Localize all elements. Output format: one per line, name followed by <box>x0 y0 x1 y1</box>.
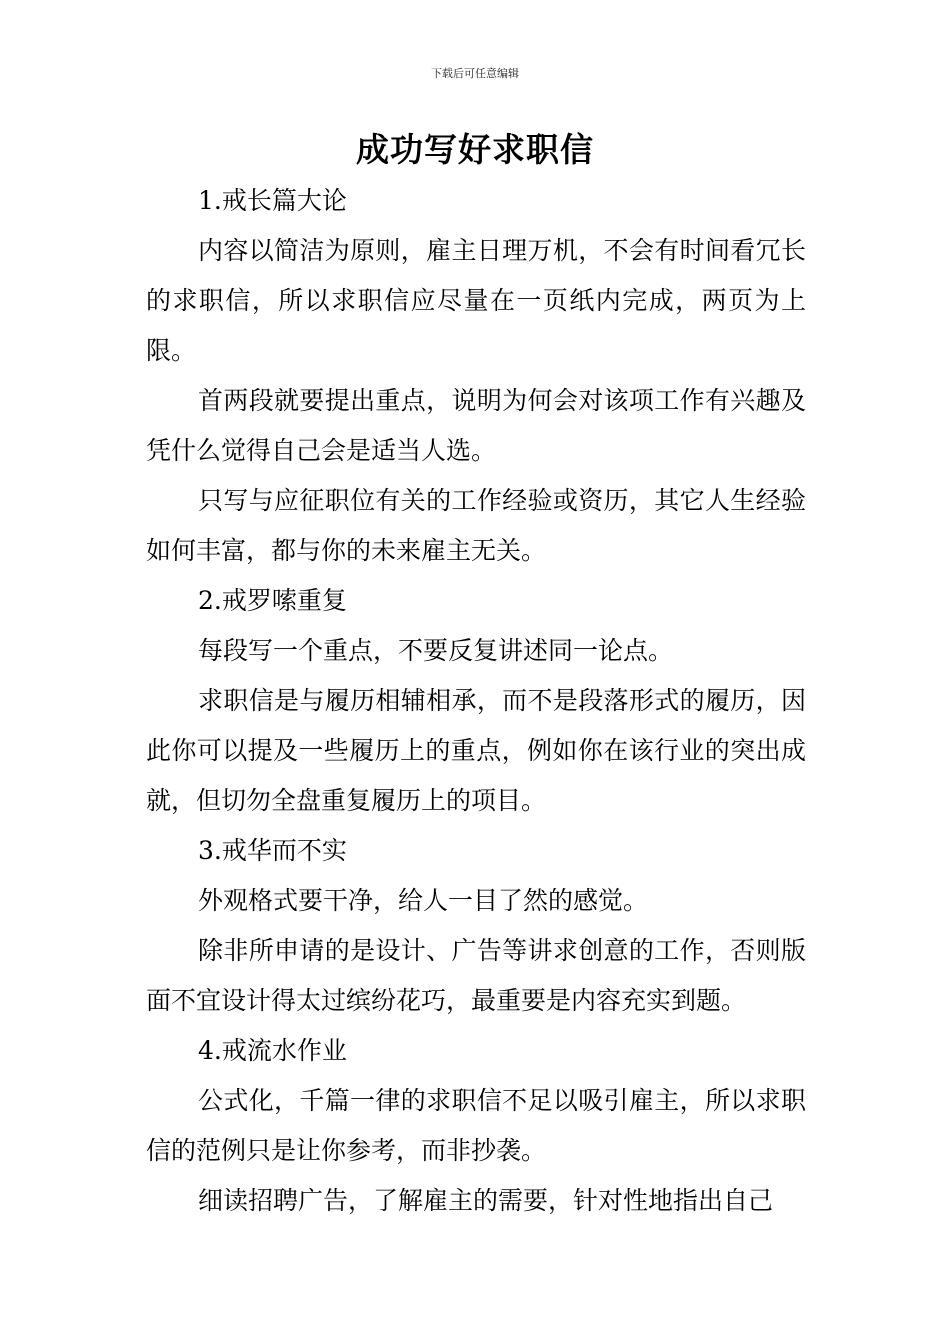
paragraph: 除非所申请的是设计、广告等讲求创意的工作，否则版面不宜设计得太过缤纷花巧，最重要是内容充实到题。 <box>146 936 806 1015</box>
paragraph: 只写与应征职位有关的工作经验或资历，其它人生经验如何丰富，都与你的未来雇主无关。 <box>146 486 806 565</box>
section-heading-1: 1.戒长篇大论 <box>198 186 347 215</box>
section-heading-3: 3.戒华而不实 <box>198 836 347 865</box>
document-body <box>146 176 806 1226</box>
paragraph: 求职信是与履历相辅相承，而不是段落形式的履历，因此你可以提及一些履历上的重点，例如你在该行业的突出成就，但切勿全盘重复履历上的项目。 <box>146 686 806 815</box>
document-title: 成功写好求职信 <box>356 130 594 169</box>
paragraph: 每段写一个重点，不要反复讲述同一论点。 <box>198 636 674 665</box>
paragraph: 细读招聘广告，了解雇主的需要，针对性地指出自己 <box>198 1186 774 1215</box>
section-heading-4: 4.戒流水作业 <box>198 1036 347 1065</box>
paragraph: 内容以简洁为原则，雇主日理万机，不会有时间看冗长的求职信，所以求职信应尽量在一页纸内完成，两页为上限。 <box>146 236 806 365</box>
section-heading-2: 2.戒罗嗦重复 <box>198 586 347 615</box>
paragraph: 首两段就要提出重点，说明为何会对该项工作有兴趣及凭什么觉得自己会是适当人选。 <box>146 386 806 465</box>
paragraph: 公式化，千篇一律的求职信不足以吸引雇主，所以求职信的范例只是让你参考，而非抄袭。 <box>146 1086 806 1165</box>
paragraph: 外观格式要干净，给人一目了然的感觉。 <box>198 886 649 915</box>
header-note: 下载后可任意编辑 <box>431 67 519 80</box>
